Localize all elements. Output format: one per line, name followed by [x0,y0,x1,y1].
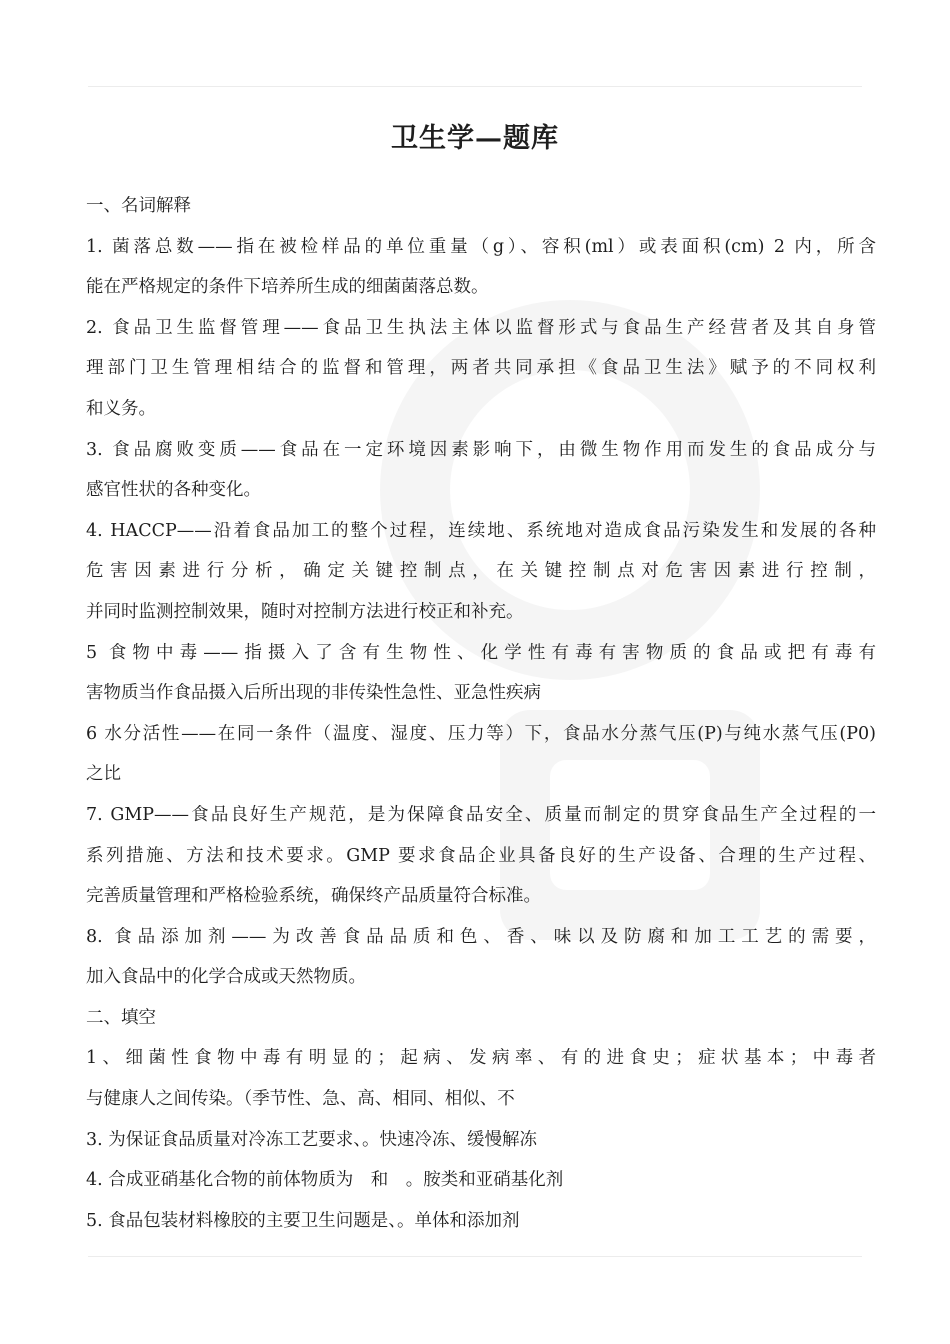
text-line: 之比 [86,764,121,785]
text-line: 1、细菌性食物中毒有明显的；起病、发病率、有的进食史；症状基本；中毒者 [86,1048,876,1069]
bottom-divider [88,1256,862,1257]
text-line: 8. 食品添加剂——为改善食品品质和色、香、味以及防腐和加工工艺的需要， [86,926,876,947]
text-line: 和义务。 [86,398,156,419]
text-line: 理部门卫生管理相结合的监督和管理，两者共同承担《食品卫生法》赋予的不同权利 [86,358,876,379]
text-line: 害物质当作食品摄入后所出现的非传染性急性、亚急性疾病 [86,683,541,704]
text-line: 4. 合成亚硝基化合物的前体物质为 和 。胺类和亚硝基化剂 [86,1170,564,1191]
text-line: 1. 菌落总数——指在被检样品的单位重量（g）、容积(ml）或表面积(cm) 2 内，所含 [86,236,876,257]
text-line: 7. GMP——食品良好生产规范，是为保障食品安全、质量而制定的贯穿食品生产全过程的一 [86,804,876,825]
text-line: 2. 食品卫生监督管理——食品卫生执法主体以监督形式与食品生产经营者及其自身管 [86,317,876,338]
text-line: 4. HACCP——沿着食品加工的整个过程，连续地、系统地对造成食品污染发生和发展的各种 [86,520,876,541]
text-line: 6 水分活性——在同一条件（温度、湿度、压力等）下，食品水分蒸气压(P)与纯水蒸气压(P0) [86,723,876,744]
text-line: 系列措施、方法和技术要求。GMP 要求食品企业具备良好的生产设备、合理的生产过程、 [86,845,876,866]
text-line: 3. 为保证食品质量对冷冻工艺要求、。快速冷冻、缓慢解冻 [86,1129,538,1150]
text-line: 能在严格规定的条件下培养所生成的细菌菌落总数。 [86,277,489,298]
section-heading-fill-in: 二、填空 [86,1007,156,1028]
section-heading-definitions: 一、名词解释 [86,196,191,216]
text-line: 加入食品中的化学合成或天然物质。 [86,967,366,988]
text-line: 感官性状的各种变化。 [86,480,261,501]
text-line: 5. 食品包装材料橡胶的主要卫生问题是、。单体和添加剂 [86,1210,520,1231]
text-line: 危害因素进行分析，确定关键控制点，在关键控制点对危害因素进行控制， [86,561,876,582]
text-line: 与健康人之间传染。（季节性、急、高、相同、相似、不 [86,1089,515,1110]
text-line: 并同时监测控制效果，随时对控制方法进行校正和补充。 [86,601,524,622]
text-line: 完善质量管理和严格检验系统，确保终产品质量符合标准。 [86,886,541,907]
text-line: 3. 食品腐败变质——食品在一定环境因素影响下，由微生物作用而发生的食品成分与 [86,439,876,460]
document-body [86,186,876,1241]
top-divider [88,86,862,87]
page-title: 卫生学—题库 [391,123,559,154]
text-line: 5 食物中毒——指摄入了含有生物性、化学性有毒有害物质的食品或把有毒有 [86,642,876,663]
